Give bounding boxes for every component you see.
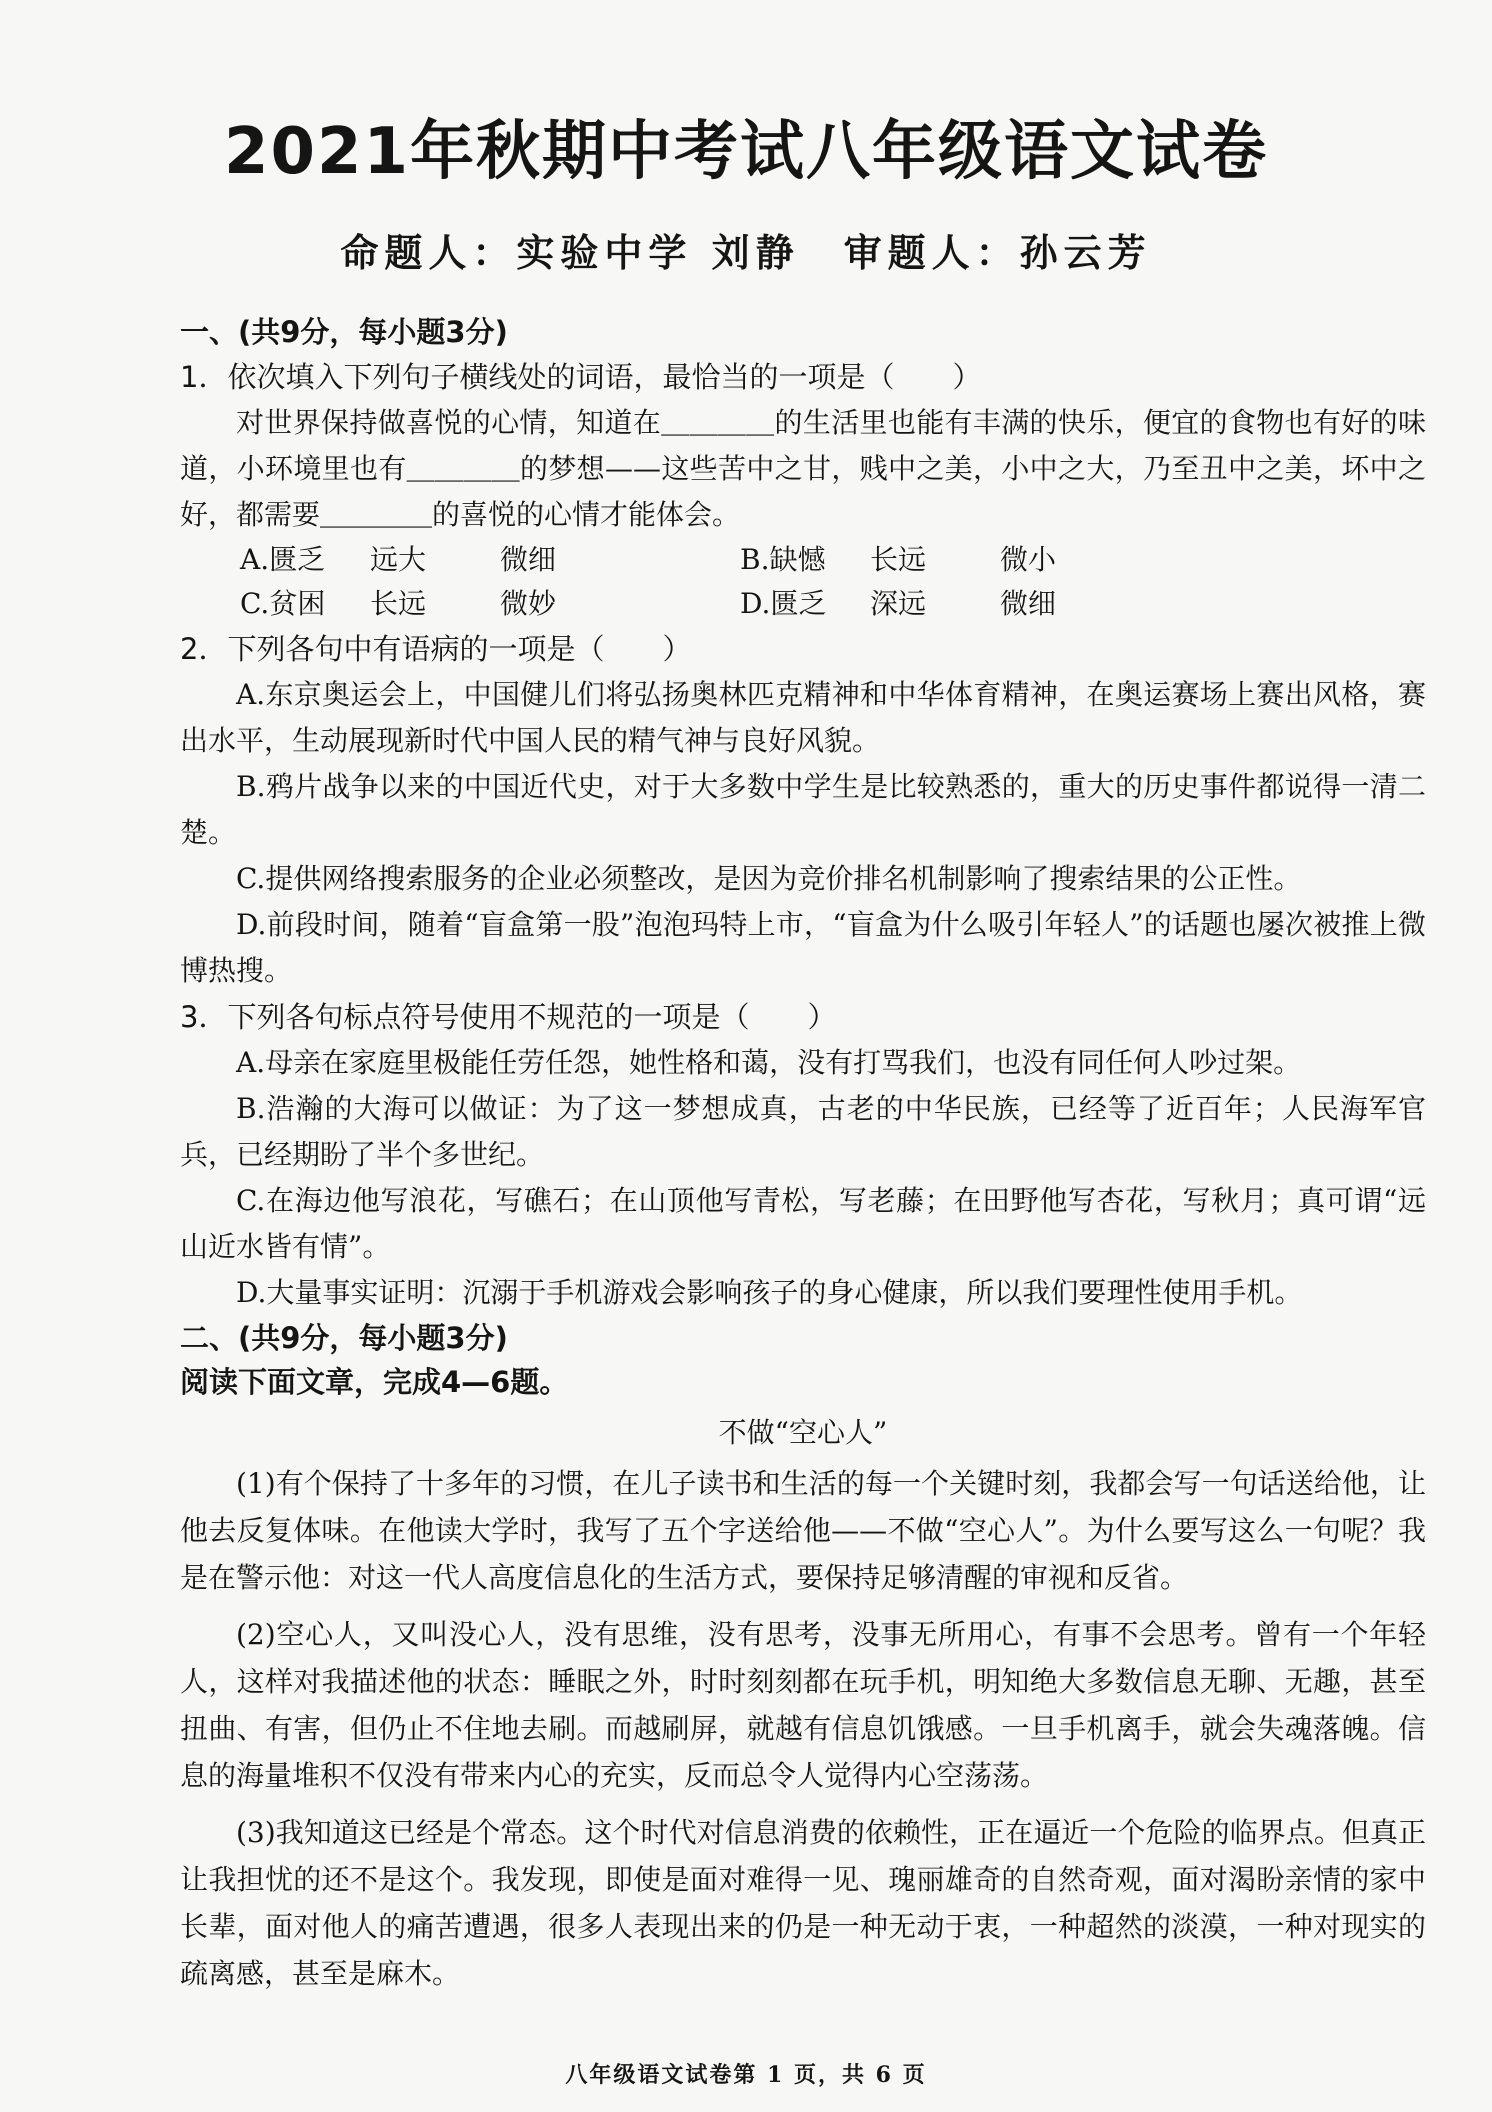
q3-option-c: C.在海边他写浪花，写礁石；在山顶他写青松，写老藤；在田野他写杏花，写秋月；真可谓“远山近水皆有情”。 bbox=[180, 1184, 1426, 1263]
article-paragraph-2: (2)空心人，又叫没心人，没有思维，没有思考，没事无所用心，有事不会思考。曾有一个年轻人，这样对我描述他的状态：睡眠之外，时时刻刻都在玩手机，明知绝大多数信息无聊、无趣，甚至扭曲、有害，但仍止不住地去刷。而越刷屏，就越有信息饥饿感。一旦手机离手，就会失魂落魄。信息的海量堆积不仅没有带来内心的充实，反而总令人觉得内心空荡荡。 bbox=[180, 1618, 1426, 1792]
exam-authors: 命题人：实验中学 刘静 审题人：孙云芳 bbox=[340, 230, 1152, 275]
q1-choice-d-2: 深远 bbox=[870, 587, 927, 620]
q2-stem: 2．下列各句中有语病的一项是（ ） bbox=[180, 632, 692, 666]
q1-choice-c-1: C.贫困 bbox=[240, 587, 326, 620]
q1-passage: 对世界保持做喜悦的心情，知道在＿＿＿＿的生活里也能有丰满的快乐，便宜的食物也有好的味道，小环境里也有＿＿＿＿的梦想——这些苦中之甘，贱中之美，小中之大，乃至丑中之美，坏中之好，都需要＿＿＿＿的喜悦的心情才能体会。 bbox=[180, 406, 1426, 531]
page-footer: 八年级语文试卷第 1 页，共 6 页 bbox=[565, 2062, 927, 2088]
q1-choice-c-3: 微妙 bbox=[500, 587, 557, 620]
article-title: 不做“空心人” bbox=[718, 1416, 888, 1449]
q1-choice-a-1: A.匮乏 bbox=[240, 543, 326, 576]
q3-option-d: D.大量事实证明：沉溺于手机游戏会影响孩子的身心健康，所以我们要理性使用手机。 bbox=[236, 1276, 1303, 1309]
section2-heading: 二、(共9分，每小题3分) bbox=[180, 1321, 508, 1355]
article-paragraph-3: (3)我知道这已经是个常态。这个时代对信息消费的依赖性，正在逼近一个危险的临界点。但真正让我担忧的还不是这个。我发现，即使是面对难得一见、瑰丽雄奇的自然奇观，面对渴盼亲情的家中长辈，面对他人的痛苦遭遇，很多人表现出来的仍是一种无动于衷，一种超然的淡漠，一种对现实的疏离感，甚至是麻木。 bbox=[180, 1816, 1426, 1990]
section1-heading: 一、(共9分，每小题3分) bbox=[180, 315, 508, 349]
q1-choice-a-3: 微细 bbox=[500, 543, 557, 576]
article-paragraph-1: (1)有个保持了十多年的习惯，在儿子读书和生活的每一个关键时刻，我都会写一句话送给他，让他去反复体味。在他读大学时，我写了五个字送给他——不做“空心人”。为什么要写这么一句呢？我是在警示他：对这一代人高度信息化的生活方式，要保持足够清醒的审视和反省。 bbox=[180, 1467, 1426, 1594]
q1-choice-b-1: B.缺憾 bbox=[740, 543, 826, 576]
q2-option-a: A.东京奥运会上，中国健儿们将弘扬奥林匹克精神和中华体育精神，在奥运赛场上赛出风格，赛出水平，生动展现新时代中国人民的精气神与良好风貌。 bbox=[180, 678, 1426, 757]
q1-choice-d-1: D.匮乏 bbox=[740, 587, 827, 620]
q3-option-b: B.浩瀚的大海可以做证：为了这一梦想成真，古老的中华民族，已经等了近百年；人民海军官兵，已经期盼了半个多世纪。 bbox=[180, 1092, 1426, 1171]
q1-choice-b-3: 微小 bbox=[1000, 543, 1057, 576]
q1-choice-d-3: 微细 bbox=[1000, 587, 1057, 620]
q2-option-b: B.鸦片战争以来的中国近代史，对于大多数中学生是比较熟悉的，重大的历史事件都说得一清二楚。 bbox=[180, 770, 1426, 849]
q1-stem: 1．依次填入下列句子横线处的词语，最恰当的一项是（ ） bbox=[180, 360, 982, 394]
exam-title: 2021年秋期中考试八年级语文试卷 bbox=[223, 115, 1269, 189]
q1-choice-a-2: 远大 bbox=[370, 543, 427, 576]
q3-stem: 3．下列各句标点符号使用不规范的一项是（ ） bbox=[180, 1000, 837, 1034]
exam-content bbox=[180, 310, 1426, 2007]
q2-option-d: D.前段时间，随着“盲盒第一股”泡泡玛特上市，“盲盒为什么吸引年轻人”的话题也屡次被推上微博热搜。 bbox=[180, 908, 1426, 987]
q1-choice-c-2: 长远 bbox=[370, 587, 427, 620]
q3-option-a: A.母亲在家庭里极能任劳任怨，她性格和蔼，没有打骂我们，也没有同任何人吵过架。 bbox=[236, 1046, 1302, 1079]
q1-choice-b-2: 长远 bbox=[870, 543, 927, 576]
section2-instruction: 阅读下面文章，完成4—6题。 bbox=[180, 1365, 569, 1399]
q2-option-c: C.提供网络搜索服务的企业必须整改，是因为竞价排名机制影响了搜索结果的公正性。 bbox=[236, 862, 1302, 895]
q1-choices bbox=[180, 538, 1426, 626]
